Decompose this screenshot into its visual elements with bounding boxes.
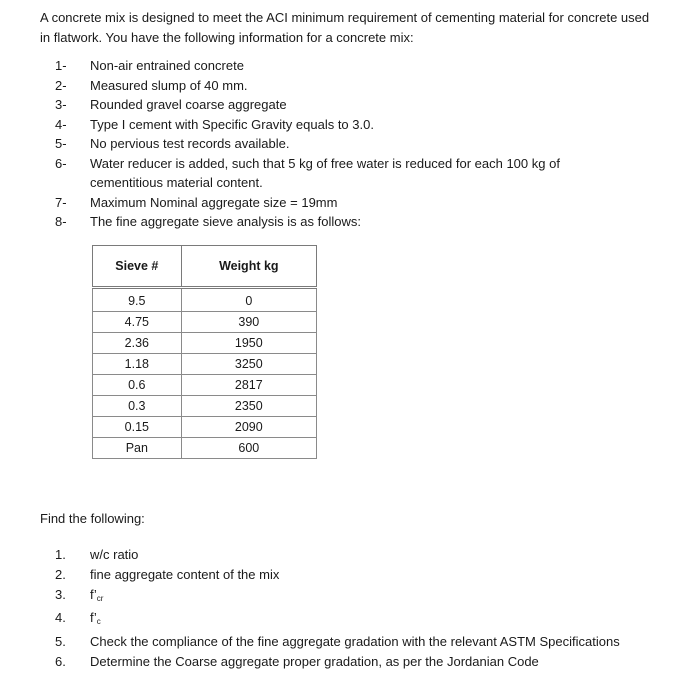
sieve-cell: 0.6 xyxy=(93,375,182,396)
list-item xyxy=(55,56,615,76)
item-text: fine aggregate content of the mix xyxy=(90,566,280,582)
list-item xyxy=(55,545,685,565)
item-text: w/c ratio xyxy=(90,547,139,562)
list-item xyxy=(55,76,615,96)
item-number: 2. xyxy=(55,566,66,582)
table-row xyxy=(93,438,317,459)
weight-cell: 2090 xyxy=(181,417,316,438)
item-number: 6- xyxy=(55,155,67,171)
list-item xyxy=(55,154,615,193)
sieve-cell: 9.5 xyxy=(93,288,182,312)
item-number: 7- xyxy=(55,194,67,210)
weight-cell: 1950 xyxy=(181,333,316,354)
list-item xyxy=(55,212,615,232)
item-text: Type I cement with Specific Gravity equals to 3.0. xyxy=(90,116,374,132)
list-item xyxy=(55,565,685,585)
sieve-cell: 1.18 xyxy=(93,354,182,375)
list-item xyxy=(55,608,685,632)
item-text: Determine the Coarse aggregate proper gradation, as per the Jordanian Code xyxy=(90,653,539,669)
item-number: 1. xyxy=(55,547,66,562)
item-text: f’ xyxy=(90,610,97,626)
list-item xyxy=(55,134,615,154)
item-number: 2- xyxy=(55,77,67,93)
table-row xyxy=(93,417,317,438)
item-number: 4- xyxy=(55,116,67,132)
item-number: 6. xyxy=(55,653,66,669)
item-text: Rounded gravel coarse aggregate xyxy=(90,97,287,112)
table-row xyxy=(93,288,317,312)
item-number: 3. xyxy=(55,586,66,602)
intro-paragraph: A concrete mix is designed to meet the ACI minimum requirement of cementing material for concrete used in flatwork. You have the following information for a concrete mix: xyxy=(40,10,650,45)
item-number: 8- xyxy=(55,214,67,229)
table-row xyxy=(93,354,317,375)
info-list xyxy=(55,56,615,232)
weight-cell: 2817 xyxy=(181,375,316,396)
list-item xyxy=(55,115,615,135)
item-text: Non-air entrained concrete xyxy=(90,58,244,73)
weight-cell: 600 xyxy=(181,438,316,459)
item-number: 5- xyxy=(55,136,67,151)
table-header-row xyxy=(93,246,317,288)
list-item xyxy=(55,652,685,672)
item-text: Measured slump of 40 mm. xyxy=(90,77,248,93)
item-number: 5. xyxy=(55,634,66,650)
table-row xyxy=(93,312,317,333)
item-text: Check the compliance of the fine aggregate gradation with the relevant ASTM Specifications xyxy=(90,634,620,650)
find-list xyxy=(55,545,685,672)
item-number: 4. xyxy=(55,610,66,626)
column-header-sieve: Sieve # xyxy=(93,246,182,288)
item-number: 3- xyxy=(55,97,67,112)
list-item xyxy=(55,193,615,213)
table-row xyxy=(93,333,317,354)
sieve-cell: Pan xyxy=(93,438,182,459)
weight-cell: 2350 xyxy=(181,396,316,417)
item-text: f’ xyxy=(90,586,97,602)
item-text: Maximum Nominal aggregate size = 19mm xyxy=(90,194,338,210)
find-heading: Find the following: xyxy=(40,511,145,526)
sieve-cell: 2.36 xyxy=(93,333,182,354)
subscript: c xyxy=(96,617,101,627)
item-text: No pervious test records available. xyxy=(90,136,290,151)
column-header-weight: Weight kg xyxy=(181,246,316,288)
weight-cell: 390 xyxy=(181,312,316,333)
item-text: The fine aggregate sieve analysis is as follows: xyxy=(90,214,361,229)
weight-cell: 3250 xyxy=(181,354,316,375)
sieve-cell: 0.15 xyxy=(93,417,182,438)
sieve-cell: 4.75 xyxy=(93,312,182,333)
item-number: 1- xyxy=(55,58,67,73)
list-item xyxy=(55,585,685,609)
subscript: cr xyxy=(96,593,104,603)
list-item xyxy=(55,632,685,652)
table-row xyxy=(93,375,317,396)
table-row xyxy=(93,396,317,417)
sieve-analysis-table xyxy=(92,245,317,459)
sieve-cell: 0.3 xyxy=(93,396,182,417)
item-text: Water reducer is added, such that 5 kg of free water is reduced for each 100 kg of cementitious material content. xyxy=(90,155,560,190)
list-item xyxy=(55,95,615,115)
weight-cell: 0 xyxy=(181,288,316,312)
